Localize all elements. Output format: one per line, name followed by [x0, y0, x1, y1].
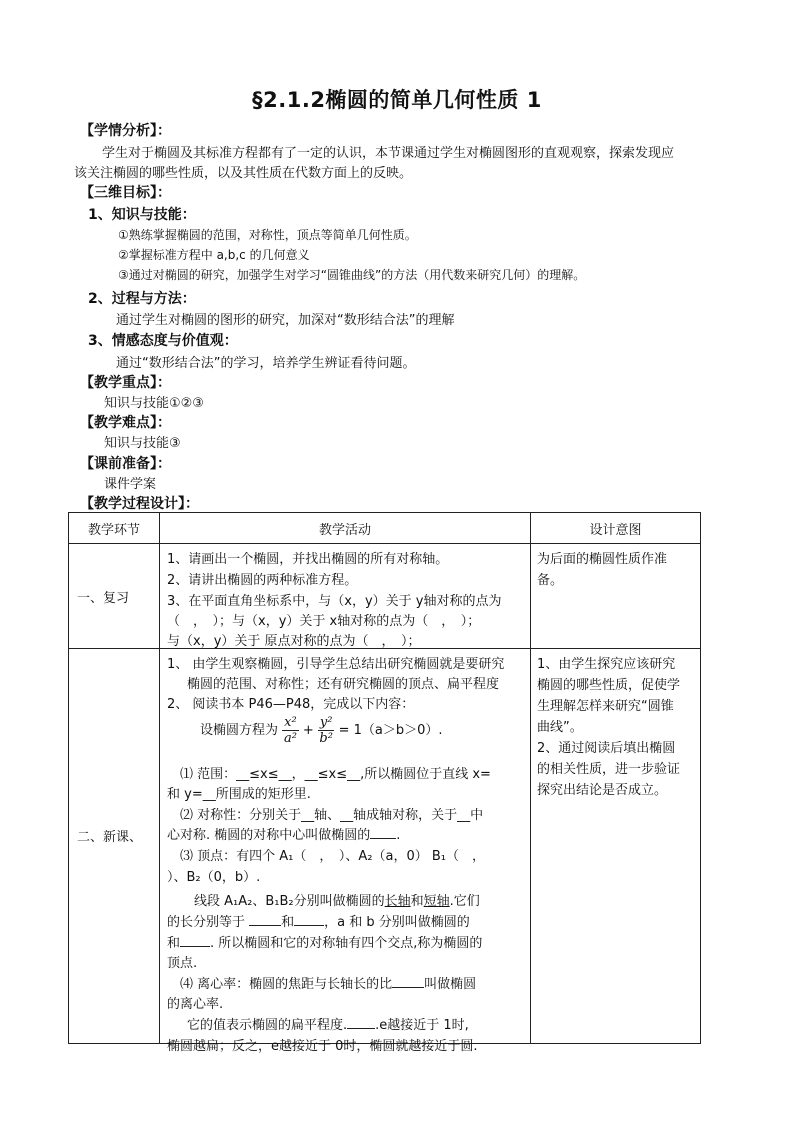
new-intent-cell [531, 649, 701, 1044]
review-line-2: 2、请讲出椭圆的两种标准方程。 [167, 573, 358, 588]
knowledge-item-3: ③通过对椭圆的研究，加强学生对学习“圆锥曲线”的方法（用代数来研究几何）的理解。 [118, 268, 586, 282]
equation-prefix: 设椭圆方程为 [200, 723, 279, 738]
review-activity-cell [160, 544, 531, 649]
vertex-explanation: . 所以椭圆和它的对称轴有四个交点,称为椭圆的 [210, 936, 483, 951]
eccentricity-blank [392, 975, 424, 988]
symmetry-center-blank [370, 826, 396, 839]
lesson-design-table [68, 512, 701, 1054]
emotion-values-text: 通过“数形结合法”的学习，培养学生辨证看待问题。 [116, 356, 416, 371]
flatness-blank [347, 1016, 375, 1029]
emotion-values-heading: 3、情感态度与价值观： [88, 333, 238, 349]
axis-they: .它们 [449, 894, 480, 909]
major-length-blank [249, 913, 281, 926]
header-stage: 教学环节 [69, 513, 160, 544]
equation-plus: + [302, 723, 314, 738]
frac-a-squared: a² [283, 731, 297, 746]
eccentricity-def: ⑷ 离心率：椭圆的焦距与长轴长的比 [180, 977, 393, 992]
new-intent-line-2: 椭圆的哪些性质，促使学 [537, 678, 681, 693]
table-row-review [69, 544, 701, 649]
vertex-line-2: ）、B₂（0，b）. [167, 870, 261, 885]
process-design-heading: 【教学过程设计】： [80, 496, 199, 512]
review-line-3: 3、在平面直角坐标系中，与（x，y）关于 y轴对称的点为 [167, 594, 502, 609]
new-activity-cell [160, 649, 531, 1054]
table-header-row [69, 513, 701, 544]
vertex-line-1: ⑶ 顶点：有四个 A₁（ ， ）、A₂（a，0） B₁（ ， [180, 849, 485, 864]
symmetry-end: . [396, 828, 401, 843]
axis-length-and: 和 [281, 915, 295, 930]
new-stage-label: 二、新课、 [77, 830, 143, 845]
eccentricity-called: 叫做椭圆 [424, 977, 477, 992]
key-points-text: 知识与技能①②③ [104, 396, 204, 411]
analysis-heading: 【学情分析】： [80, 123, 171, 139]
frac-x-squared: x² [284, 715, 297, 730]
eccentricity-line-1 [180, 973, 476, 992]
eccentricity-line-3 [187, 1014, 469, 1033]
goals-heading: 【三维目标】： [80, 185, 171, 201]
axis-line-2 [167, 911, 470, 930]
axis-ab-label: ，a 和 b 分别叫做椭圆的 [324, 915, 470, 930]
header-intent: 设计意图 [531, 513, 701, 544]
review-stage-cell [69, 544, 160, 649]
process-method-heading: 2、过程与方法： [88, 291, 196, 307]
new-intent-line-4: 曲线”。 [537, 720, 583, 735]
knowledge-skills-heading: 1、知识与技能： [88, 207, 196, 223]
header-activity: 教学活动 [160, 513, 531, 544]
difficult-points-text: 知识与技能③ [104, 436, 181, 451]
knowledge-item-1: ①熟练掌握椭圆的范围，对称性，顶点等简单几何性质。 [118, 228, 417, 242]
new-stage-cell [69, 649, 160, 1044]
eccentricity-flatness: 它的值表示椭圆的扁平程度. [187, 1018, 348, 1033]
process-method-text: 通过学生对椭圆的图形的研究，加深对“数形结合法”的理解 [116, 313, 455, 328]
minor-length-blank [294, 913, 324, 926]
review-line-4: （ ， ）；与（x，y）关于 x轴对称的点为（ ， ）； [167, 614, 481, 629]
axis-line-3 [167, 932, 482, 951]
new-intent-line-5: 2、通过阅读后填出椭圆 [537, 741, 676, 756]
frac-y-squared: y² [319, 715, 333, 730]
major-axis-term: 长轴 [384, 894, 411, 909]
review-intent-line-2: 备。 [537, 573, 564, 588]
review-intent-cell [531, 544, 701, 649]
range-line-2: 和 y=__所围成的矩形里. [167, 787, 311, 802]
axis-length-label: 的长分别等于 [167, 915, 246, 930]
axis-line-4: 顶点. [167, 956, 198, 971]
new-intent-line-3: 生理解怎样来研究“圆锥 [537, 699, 674, 714]
page-title: §2.1.2椭圆的简单几何性质 1 [252, 88, 542, 112]
eccentricity-closer-one: .e越接近于 1时, [375, 1018, 469, 1033]
difficult-points-heading: 【教学难点】： [80, 415, 171, 431]
analysis-text-line1: 学生对于椭圆及其标准方程都有了一定的认识，本节课通过学生对椭圆图形的直观观察，探索发现应 [102, 146, 675, 161]
preparation-text: 课件学案 [104, 477, 157, 492]
key-points-heading: 【教学重点】： [80, 375, 171, 391]
review-intent-line-1: 为后面的椭圆性质作准 [537, 552, 668, 567]
symmetry-line-2 [167, 824, 400, 843]
fraction-y-over-b [318, 715, 335, 746]
axis-intro: 线段 A₁A₂、B₁B₂分别叫做椭圆的 [194, 894, 385, 909]
review-line-1: 1、请画出一个椭圆，并找出椭圆的所有对称轴。 [167, 552, 449, 567]
range-line-1: ⑴ 范围：__≤x≤__，__≤x≤__,所以椭圆位于直线 x= [180, 767, 491, 782]
new-intent-line-1: 1、由学生探究应该研究 [537, 657, 676, 672]
new-line-2: 椭圆的范围、对称性；还有研究椭圆的顶点、扁平程度 [187, 677, 500, 692]
preparation-heading: 【课前准备】： [80, 456, 171, 472]
minor-axis-term: 短轴 [423, 894, 450, 909]
knowledge-item-2: ②掌握标准方程中 a,b,c 的几何意义 [118, 248, 310, 262]
fraction-x-over-a [282, 715, 299, 746]
axis-line-1 [194, 890, 480, 909]
new-line-1: 1、 由学生观察椭圆，引导学生总结出研究椭圆就是要研究 [167, 657, 505, 672]
semi-axis-and: 和 [167, 936, 181, 951]
frac-b-squared: b² [319, 731, 333, 746]
table-row-new-lesson [69, 649, 701, 1044]
new-intent-line-7: 探究出结论是否成立。 [537, 783, 668, 798]
semi-axis-blank [180, 934, 210, 947]
review-stage-label: 一、复习 [77, 590, 130, 606]
ellipse-equation [200, 715, 443, 746]
symmetry-line-1: ⑵ 对称性：分别关于__轴、__轴成轴对称，关于__中 [180, 808, 484, 823]
new-line-3: 2、 阅读书本 P46—P48，完成以下内容： [167, 697, 415, 712]
review-line-5: 与（x，y）关于 原点对称的点为（ ， ）； [167, 634, 421, 649]
new-intent-line-6: 的相关性质，进一步验证 [537, 762, 681, 777]
equation-rest: = 1（a＞b＞0）. [338, 723, 443, 738]
eccentricity-line-4: 椭圆越扁；反之，e越接近于 0时，椭圆就越接近于圆. [167, 1039, 478, 1054]
analysis-text-line2: 该关注椭圆的哪些性质，以及其性质在代数方面上的反映。 [74, 166, 413, 181]
symmetry-center-label: 心对称. 椭圆的对称中心叫做椭圆的 [167, 828, 371, 843]
eccentricity-line-2: 的离心率. [167, 997, 224, 1012]
axis-and: 和 [410, 894, 424, 909]
